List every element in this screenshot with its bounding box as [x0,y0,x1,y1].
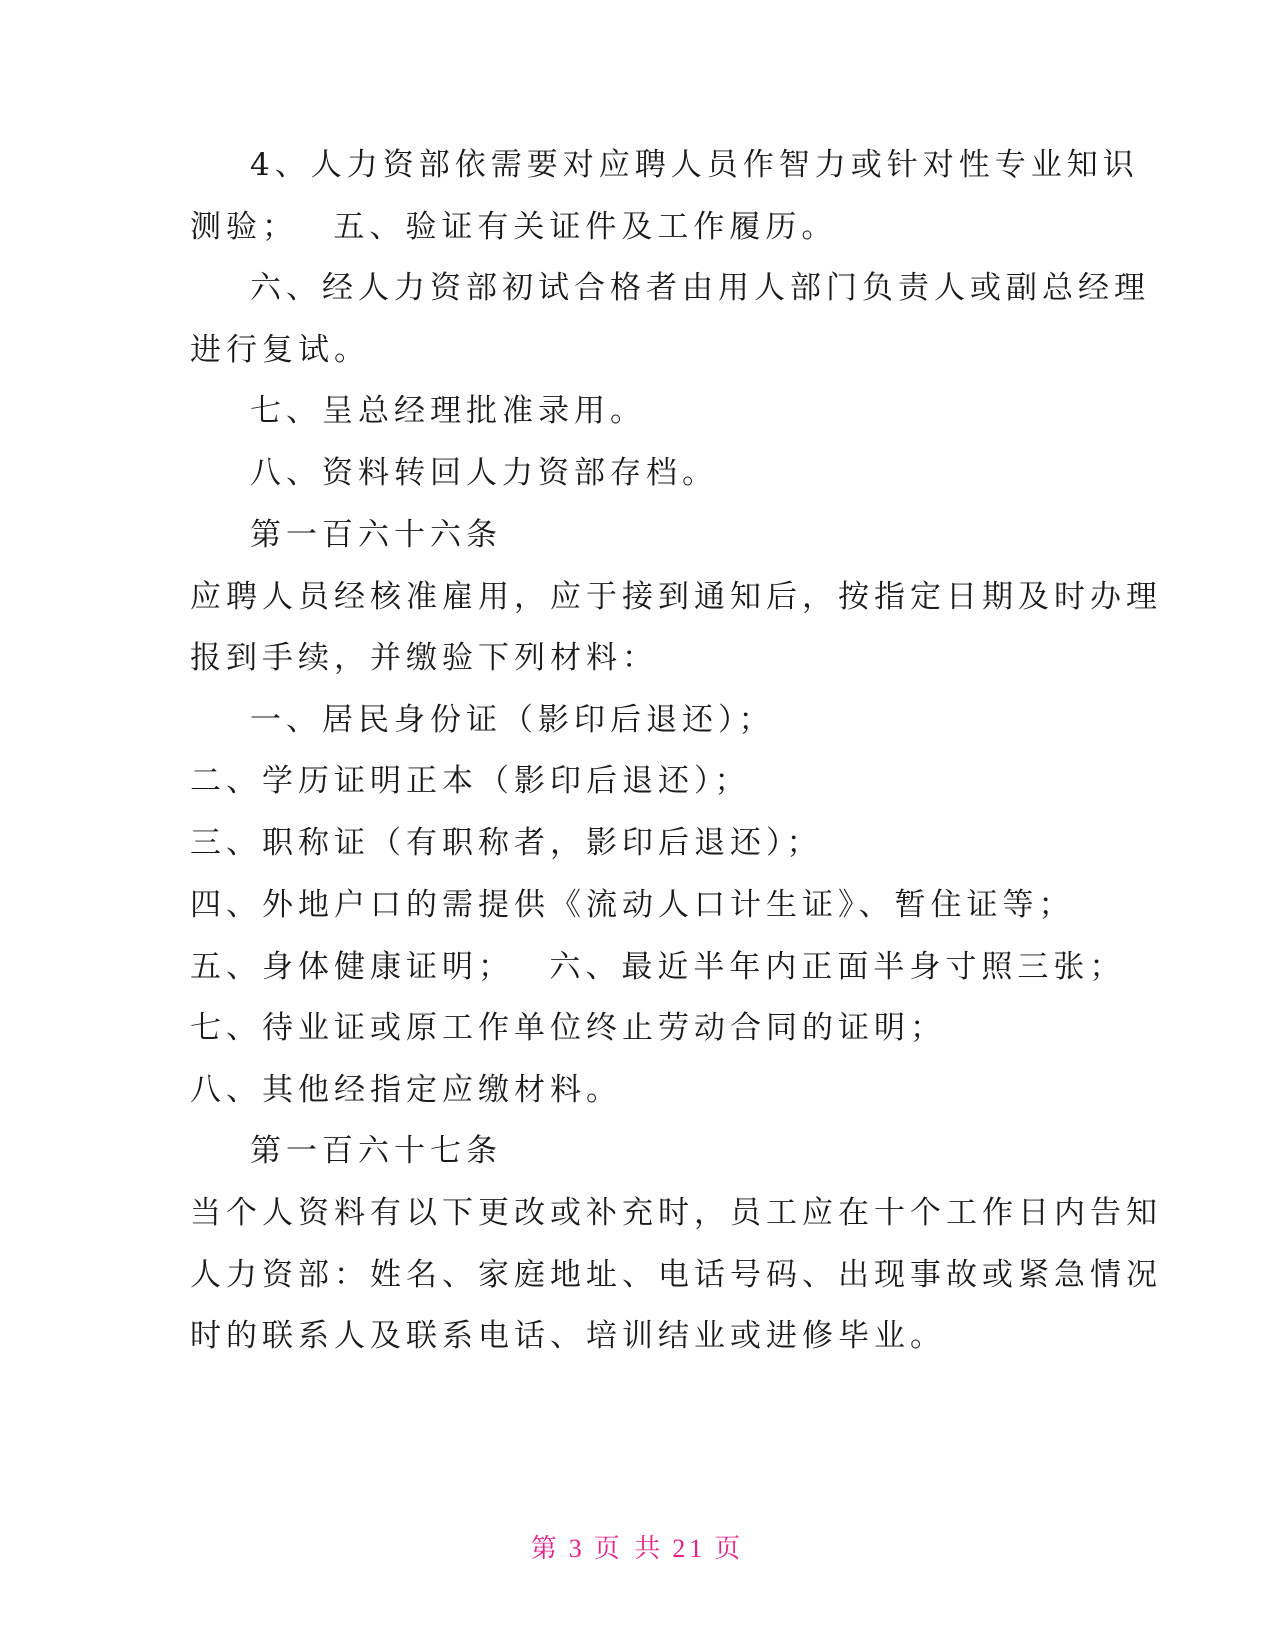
paragraph-line: 时的联系人及联系电话、培训结业或进修毕业。 [190,1318,946,1354]
footer-middle: 页 共 [593,1534,665,1563]
paragraph-line: 当个人资料有以下更改或补充时，员工应在十个工作日内告知 [190,1195,1162,1231]
page-footer [0,1528,1275,1565]
paragraph-line: 进行复试。 [190,332,370,368]
list-item: 二、学历证明正本（影印后退还）； [190,763,751,799]
list-item: 五、身体健康证明； 六、最近半年内正面半身寸照三张； [190,949,1126,985]
footer-prefix: 第 [530,1534,561,1563]
list-item: 三、职称证（有职称者，影印后退还）； [190,825,823,861]
paragraph-line: 八、资料转回人力资部存档。 [250,455,718,491]
paragraph-line: 4、人力资部依需要对应聘人员作智力或针对性专业知识 [250,147,1139,183]
paragraph-line: 测验； 五、验证有关证件及工作履历。 [190,209,838,245]
article-heading: 第一百六十六条 [250,517,502,553]
current-page-number: 3 [568,1534,586,1563]
paragraph-line: 七、呈总经理批准录用。 [250,393,646,429]
list-item: 八、其他经指定应缴材料。 [190,1072,622,1108]
list-item: 一、居民身份证（影印后退还）； [250,702,775,738]
list-item: 四、外地户口的需提供《流动人口计生证》、暂住证等； [190,887,1075,923]
paragraph-line: 报到手续，并缴验下列材料： [190,640,658,676]
list-item: 七、待业证或原工作单位终止劳动合同的证明； [190,1010,946,1046]
paragraph-line: 应聘人员经核准雇用，应于接到通知后，按指定日期及时办理 [190,579,1162,615]
paragraph-line: 六、经人力资部初试合格者由用人部门负责人或副总经理 [250,270,1150,306]
paragraph-line: 人力资部：姓名、家庭地址、电话号码、出现事故或紧急情况 [190,1257,1162,1293]
article-heading: 第一百六十七条 [250,1133,502,1169]
total-pages-number: 21 [672,1534,707,1563]
footer-suffix: 页 [714,1534,745,1563]
